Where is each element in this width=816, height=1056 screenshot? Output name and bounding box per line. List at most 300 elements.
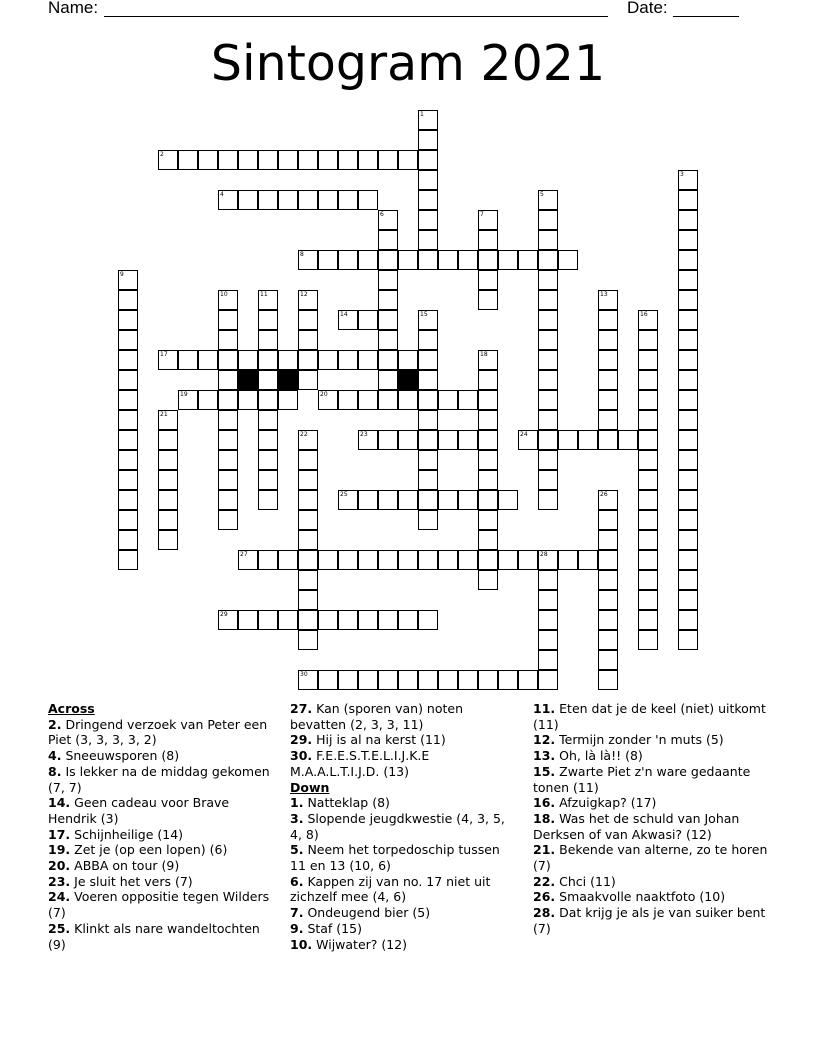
grid-cell[interactable] xyxy=(478,270,498,290)
grid-cell[interactable] xyxy=(378,430,398,450)
grid-cell[interactable] xyxy=(398,250,418,270)
grid-cell[interactable] xyxy=(638,370,658,390)
grid-cell[interactable] xyxy=(398,430,418,450)
grid-cell[interactable] xyxy=(478,550,498,570)
grid-cell[interactable] xyxy=(538,570,558,590)
grid-cell[interactable] xyxy=(198,350,218,370)
grid-cell[interactable] xyxy=(258,310,278,330)
grid-cell[interactable] xyxy=(558,550,578,570)
grid-cell[interactable] xyxy=(598,510,618,530)
grid-cell[interactable] xyxy=(418,350,438,370)
grid-cell[interactable] xyxy=(158,150,178,170)
grid-cell[interactable] xyxy=(538,370,558,390)
grid-cell[interactable] xyxy=(598,310,618,330)
grid-cell[interactable] xyxy=(538,450,558,470)
grid-cell[interactable] xyxy=(638,330,658,350)
grid-cell[interactable] xyxy=(538,310,558,330)
grid-cell[interactable] xyxy=(478,570,498,590)
grid-cell[interactable] xyxy=(218,370,238,390)
grid-cell[interactable] xyxy=(558,250,578,270)
grid-cell[interactable] xyxy=(638,350,658,370)
grid-cell[interactable] xyxy=(418,430,438,450)
grid-cell[interactable] xyxy=(458,430,478,450)
grid-cell[interactable] xyxy=(118,550,138,570)
grid-cell[interactable] xyxy=(298,550,318,570)
grid-cell[interactable] xyxy=(498,250,518,270)
grid-cell[interactable] xyxy=(278,150,298,170)
grid-cell[interactable] xyxy=(258,550,278,570)
grid-cell[interactable] xyxy=(638,530,658,550)
grid-cell[interactable] xyxy=(198,150,218,170)
grid-cell[interactable] xyxy=(118,530,138,550)
grid-cell[interactable] xyxy=(538,590,558,610)
grid-cell[interactable] xyxy=(278,610,298,630)
grid-cell[interactable] xyxy=(478,490,498,510)
grid-cell[interactable] xyxy=(598,490,618,510)
grid-cell[interactable] xyxy=(298,370,318,390)
grid-cell[interactable] xyxy=(538,670,558,690)
grid-cell[interactable] xyxy=(298,470,318,490)
grid-cell[interactable] xyxy=(298,450,318,470)
grid-cell[interactable] xyxy=(178,390,198,410)
grid-cell[interactable] xyxy=(358,490,378,510)
grid-cell[interactable] xyxy=(598,570,618,590)
grid-cell[interactable] xyxy=(218,310,238,330)
grid-cell[interactable] xyxy=(338,250,358,270)
grid-cell[interactable] xyxy=(378,250,398,270)
grid-cell[interactable] xyxy=(218,390,238,410)
grid-cell[interactable] xyxy=(378,230,398,250)
grid-cell[interactable] xyxy=(258,470,278,490)
grid-cell[interactable] xyxy=(638,570,658,590)
grid-cell[interactable] xyxy=(458,670,478,690)
grid-cell[interactable] xyxy=(678,230,698,250)
grid-cell[interactable] xyxy=(398,670,418,690)
grid-cell[interactable] xyxy=(258,290,278,310)
grid-cell[interactable] xyxy=(398,390,418,410)
grid-cell[interactable] xyxy=(118,410,138,430)
grid-cell[interactable] xyxy=(298,610,318,630)
grid-cell[interactable] xyxy=(518,670,538,690)
grid-cell[interactable] xyxy=(538,610,558,630)
grid-cell[interactable] xyxy=(538,650,558,670)
grid-cell[interactable] xyxy=(318,610,338,630)
grid-cell[interactable] xyxy=(358,250,378,270)
grid-cell[interactable] xyxy=(418,670,438,690)
grid-cell[interactable] xyxy=(418,550,438,570)
grid-cell[interactable] xyxy=(378,290,398,310)
grid-cell[interactable] xyxy=(538,210,558,230)
grid-cell[interactable] xyxy=(258,390,278,410)
grid-cell[interactable] xyxy=(258,330,278,350)
grid-cell[interactable] xyxy=(638,470,658,490)
grid-cell[interactable] xyxy=(218,190,238,210)
grid-cell[interactable] xyxy=(418,190,438,210)
grid-cell[interactable] xyxy=(218,610,238,630)
grid-cell[interactable] xyxy=(598,430,618,450)
grid-cell[interactable] xyxy=(258,430,278,450)
grid-cell[interactable] xyxy=(318,250,338,270)
grid-cell[interactable] xyxy=(158,490,178,510)
grid-cell[interactable] xyxy=(278,550,298,570)
grid-cell[interactable] xyxy=(478,210,498,230)
grid-cell[interactable] xyxy=(218,490,238,510)
grid-cell[interactable] xyxy=(458,550,478,570)
grid-cell[interactable] xyxy=(318,390,338,410)
grid-cell[interactable] xyxy=(518,250,538,270)
grid-cell[interactable] xyxy=(338,190,358,210)
grid-cell[interactable] xyxy=(558,430,578,450)
grid-cell[interactable] xyxy=(238,390,258,410)
grid-cell[interactable] xyxy=(478,290,498,310)
grid-cell[interactable] xyxy=(418,510,438,530)
grid-cell[interactable] xyxy=(398,150,418,170)
grid-cell[interactable] xyxy=(438,670,458,690)
grid-cell[interactable] xyxy=(498,550,518,570)
grid-cell[interactable] xyxy=(398,490,418,510)
grid-cell[interactable] xyxy=(178,150,198,170)
grid-cell[interactable] xyxy=(438,490,458,510)
grid-cell[interactable] xyxy=(158,430,178,450)
grid-cell[interactable] xyxy=(598,530,618,550)
grid-cell[interactable] xyxy=(298,590,318,610)
grid-cell[interactable] xyxy=(338,490,358,510)
grid-cell[interactable] xyxy=(478,450,498,470)
grid-cell[interactable] xyxy=(538,250,558,270)
grid-cell[interactable] xyxy=(638,390,658,410)
grid-cell[interactable] xyxy=(238,190,258,210)
grid-cell[interactable] xyxy=(418,250,438,270)
grid-cell[interactable] xyxy=(678,330,698,350)
grid-cell[interactable] xyxy=(498,670,518,690)
grid-cell[interactable] xyxy=(378,390,398,410)
grid-cell[interactable] xyxy=(678,290,698,310)
grid-cell[interactable] xyxy=(218,450,238,470)
grid-cell[interactable] xyxy=(118,370,138,390)
grid-cell[interactable] xyxy=(618,430,638,450)
grid-cell[interactable] xyxy=(118,510,138,530)
grid-cell[interactable] xyxy=(258,370,278,390)
grid-cell[interactable] xyxy=(298,190,318,210)
grid-cell[interactable] xyxy=(538,550,558,570)
grid-cell[interactable] xyxy=(638,550,658,570)
grid-cell[interactable] xyxy=(298,290,318,310)
grid-cell[interactable] xyxy=(338,670,358,690)
grid-cell[interactable] xyxy=(418,370,438,390)
grid-cell[interactable] xyxy=(438,250,458,270)
grid-cell[interactable] xyxy=(258,350,278,370)
grid-cell[interactable] xyxy=(598,330,618,350)
grid-cell[interactable] xyxy=(678,250,698,270)
grid-cell[interactable] xyxy=(278,190,298,210)
grid-cell[interactable] xyxy=(238,150,258,170)
grid-cell[interactable] xyxy=(598,370,618,390)
grid-cell[interactable] xyxy=(458,490,478,510)
grid-cell[interactable] xyxy=(378,150,398,170)
grid-cell[interactable] xyxy=(258,450,278,470)
grid-cell[interactable] xyxy=(538,230,558,250)
grid-cell[interactable] xyxy=(478,390,498,410)
grid-cell[interactable] xyxy=(418,410,438,430)
grid-cell[interactable] xyxy=(598,290,618,310)
grid-cell[interactable] xyxy=(498,490,518,510)
grid-cell[interactable] xyxy=(518,550,538,570)
grid-cell[interactable] xyxy=(478,250,498,270)
grid-cell[interactable] xyxy=(358,430,378,450)
grid-cell[interactable] xyxy=(538,270,558,290)
grid-cell[interactable] xyxy=(478,530,498,550)
grid-cell[interactable] xyxy=(378,350,398,370)
grid-cell[interactable] xyxy=(678,370,698,390)
grid-cell[interactable] xyxy=(678,170,698,190)
grid-cell[interactable] xyxy=(638,590,658,610)
grid-cell[interactable] xyxy=(378,330,398,350)
grid-cell[interactable] xyxy=(218,350,238,370)
grid-cell[interactable] xyxy=(238,550,258,570)
grid-cell[interactable] xyxy=(278,390,298,410)
grid-cell[interactable] xyxy=(638,510,658,530)
grid-cell[interactable] xyxy=(598,390,618,410)
grid-cell[interactable] xyxy=(358,350,378,370)
grid-cell[interactable] xyxy=(318,190,338,210)
black-square xyxy=(238,370,258,390)
grid-cell[interactable] xyxy=(298,310,318,330)
grid-cell[interactable] xyxy=(538,490,558,510)
grid-cell[interactable] xyxy=(338,350,358,370)
grid-cell[interactable] xyxy=(478,410,498,430)
grid-cell[interactable] xyxy=(298,670,318,690)
grid-cell[interactable] xyxy=(418,450,438,470)
grid-cell[interactable] xyxy=(538,290,558,310)
grid-cell[interactable] xyxy=(118,350,138,370)
grid-cell[interactable] xyxy=(398,350,418,370)
grid-cell[interactable] xyxy=(298,530,318,550)
grid-cell[interactable] xyxy=(678,350,698,370)
grid-cell[interactable] xyxy=(438,390,458,410)
grid-cell[interactable] xyxy=(358,310,378,330)
grid-cell[interactable] xyxy=(318,150,338,170)
grid-cell[interactable] xyxy=(598,590,618,610)
grid-cell[interactable] xyxy=(258,190,278,210)
grid-cell[interactable] xyxy=(298,350,318,370)
grid-cell[interactable] xyxy=(218,470,238,490)
grid-cell[interactable] xyxy=(538,630,558,650)
grid-cell[interactable] xyxy=(538,430,558,450)
grid-cell[interactable] xyxy=(118,470,138,490)
grid-cell[interactable] xyxy=(338,390,358,410)
grid-cell[interactable] xyxy=(338,610,358,630)
grid-cell[interactable] xyxy=(598,550,618,570)
grid-cell[interactable] xyxy=(358,150,378,170)
grid-cell[interactable] xyxy=(678,590,698,610)
grid-cell[interactable] xyxy=(578,430,598,450)
grid-cell[interactable] xyxy=(418,210,438,230)
grid-cell[interactable] xyxy=(378,270,398,290)
grid-cell[interactable] xyxy=(358,390,378,410)
grid-cell[interactable] xyxy=(198,390,218,410)
grid-cell[interactable] xyxy=(158,470,178,490)
grid-cell[interactable] xyxy=(218,410,238,430)
grid-cell[interactable] xyxy=(378,670,398,690)
clue-text: Oh, là là!! (8) xyxy=(559,748,643,764)
grid-cell[interactable] xyxy=(478,230,498,250)
grid-cell[interactable] xyxy=(538,350,558,370)
grid-cell[interactable] xyxy=(418,230,438,250)
grid-cell[interactable] xyxy=(478,370,498,390)
grid-cell[interactable] xyxy=(238,350,258,370)
grid-cell[interactable] xyxy=(378,310,398,330)
grid-cell[interactable] xyxy=(478,670,498,690)
grid-cell[interactable] xyxy=(678,190,698,210)
grid-cell[interactable] xyxy=(678,490,698,510)
grid-cell[interactable] xyxy=(598,350,618,370)
grid-cell[interactable] xyxy=(378,610,398,630)
grid-cell[interactable] xyxy=(538,470,558,490)
grid-cell[interactable] xyxy=(638,490,658,510)
grid-cell[interactable] xyxy=(458,250,478,270)
grid-cell[interactable] xyxy=(678,610,698,630)
grid-cell[interactable] xyxy=(418,390,438,410)
grid-cell[interactable] xyxy=(598,650,618,670)
grid-cell[interactable] xyxy=(418,610,438,630)
grid-cell[interactable] xyxy=(638,410,658,430)
grid-cell[interactable] xyxy=(638,310,658,330)
grid-cell[interactable] xyxy=(598,610,618,630)
grid-cell[interactable] xyxy=(678,210,698,230)
grid-cell[interactable] xyxy=(178,350,198,370)
grid-cell[interactable] xyxy=(298,430,318,450)
grid-cell[interactable] xyxy=(158,510,178,530)
grid-cell[interactable] xyxy=(118,490,138,510)
grid-cell[interactable] xyxy=(538,190,558,210)
grid-cell[interactable] xyxy=(678,450,698,470)
grid-cell[interactable] xyxy=(118,290,138,310)
grid-cell[interactable] xyxy=(418,150,438,170)
grid-cell[interactable] xyxy=(638,630,658,650)
grid-cell[interactable] xyxy=(478,350,498,370)
grid-cell[interactable] xyxy=(218,150,238,170)
grid-cell[interactable] xyxy=(418,170,438,190)
grid-cell[interactable] xyxy=(338,550,358,570)
grid-cell[interactable] xyxy=(678,430,698,450)
grid-cell[interactable] xyxy=(298,330,318,350)
grid-cell[interactable] xyxy=(438,550,458,570)
grid-cell[interactable] xyxy=(358,610,378,630)
grid-cell[interactable] xyxy=(678,310,698,330)
grid-cell[interactable] xyxy=(398,610,418,630)
grid-cell[interactable] xyxy=(218,510,238,530)
grid-cell[interactable] xyxy=(398,550,418,570)
clue-number: 30 xyxy=(300,671,308,678)
grid-cell[interactable] xyxy=(478,470,498,490)
grid-cell[interactable] xyxy=(538,330,558,350)
grid-cell[interactable] xyxy=(678,390,698,410)
grid-cell[interactable] xyxy=(538,410,558,430)
grid-cell[interactable] xyxy=(378,210,398,230)
grid-cell[interactable] xyxy=(338,150,358,170)
grid-cell[interactable] xyxy=(458,390,478,410)
clue-num: 11. xyxy=(533,701,556,716)
grid-cell[interactable] xyxy=(298,630,318,650)
clue-num: 21. xyxy=(533,842,556,858)
grid-cell[interactable] xyxy=(378,370,398,390)
grid-cell[interactable] xyxy=(158,350,178,370)
grid-cell[interactable] xyxy=(118,270,138,290)
grid-cell[interactable] xyxy=(418,490,438,510)
grid-cell[interactable] xyxy=(638,610,658,630)
grid-cell[interactable] xyxy=(678,470,698,490)
grid-cell[interactable] xyxy=(298,510,318,530)
grid-cell[interactable] xyxy=(518,430,538,450)
grid-cell[interactable] xyxy=(418,330,438,350)
grid-cell[interactable] xyxy=(418,110,438,130)
grid-cell[interactable] xyxy=(258,610,278,630)
grid-cell[interactable] xyxy=(258,410,278,430)
grid-cell[interactable] xyxy=(538,390,558,410)
grid-cell[interactable] xyxy=(598,670,618,690)
grid-cell[interactable] xyxy=(218,330,238,350)
grid-cell[interactable] xyxy=(258,150,278,170)
grid-cell[interactable] xyxy=(298,570,318,590)
grid-cell[interactable] xyxy=(678,270,698,290)
grid-cell[interactable] xyxy=(438,430,458,450)
grid-cell[interactable] xyxy=(118,310,138,330)
grid-cell[interactable] xyxy=(678,570,698,590)
grid-cell[interactable] xyxy=(638,450,658,470)
grid-cell[interactable] xyxy=(318,670,338,690)
grid-cell[interactable] xyxy=(578,550,598,570)
grid-cell[interactable] xyxy=(678,510,698,530)
grid-cell[interactable] xyxy=(378,490,398,510)
grid-cell[interactable] xyxy=(418,470,438,490)
grid-cell[interactable] xyxy=(378,550,398,570)
grid-cell[interactable] xyxy=(418,130,438,150)
grid-cell[interactable] xyxy=(298,250,318,270)
grid-cell[interactable] xyxy=(418,310,438,330)
grid-cell[interactable] xyxy=(358,190,378,210)
grid-cell[interactable] xyxy=(598,410,618,430)
grid-cell[interactable] xyxy=(478,510,498,530)
grid-cell[interactable] xyxy=(678,410,698,430)
grid-cell[interactable] xyxy=(358,670,378,690)
grid-cell[interactable] xyxy=(118,430,138,450)
grid-cell[interactable] xyxy=(218,290,238,310)
grid-cell[interactable] xyxy=(678,530,698,550)
grid-cell[interactable] xyxy=(158,450,178,470)
grid-cell[interactable] xyxy=(338,310,358,330)
grid-cell[interactable] xyxy=(298,490,318,510)
grid-cell[interactable] xyxy=(278,350,298,370)
grid-cell[interactable] xyxy=(358,550,378,570)
grid-cell[interactable] xyxy=(158,530,178,550)
grid-cell[interactable] xyxy=(478,430,498,450)
grid-cell[interactable] xyxy=(318,350,338,370)
grid-cell[interactable] xyxy=(118,390,138,410)
grid-cell[interactable] xyxy=(218,430,238,450)
grid-cell[interactable] xyxy=(678,550,698,570)
name-label: Name: xyxy=(48,0,99,17)
grid-cell[interactable] xyxy=(638,430,658,450)
grid-cell[interactable] xyxy=(598,630,618,650)
grid-cell[interactable] xyxy=(678,630,698,650)
grid-cell[interactable] xyxy=(318,550,338,570)
grid-cell[interactable] xyxy=(238,610,258,630)
grid-cell[interactable] xyxy=(158,410,178,430)
grid-cell[interactable] xyxy=(298,150,318,170)
grid-cell[interactable] xyxy=(118,450,138,470)
grid-cell[interactable] xyxy=(118,330,138,350)
grid-cell[interactable] xyxy=(258,490,278,510)
